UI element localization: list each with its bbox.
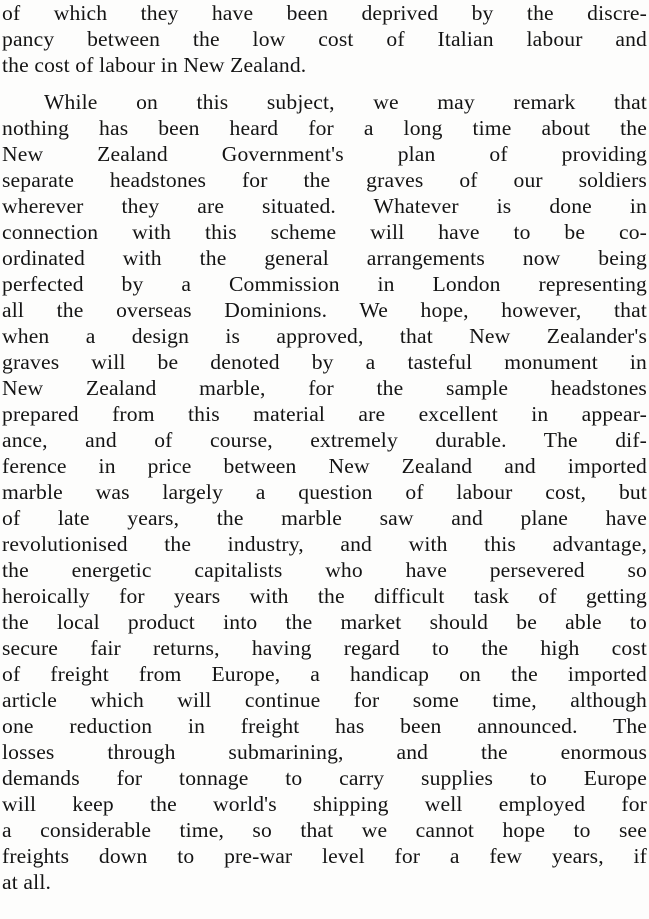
paragraph-2-line-17: of late years, the marble saw and plane have (2, 506, 647, 530)
paragraph-2-line-11: graves will be denoted by a tasteful monument in (2, 350, 647, 374)
paragraph-2-line-21: the local product into the market should be able to (2, 610, 647, 634)
paragraph-2-line-3: New Zealand Government's plan of providing (2, 142, 647, 166)
paragraph-2-line-20: heroically for years with the difficult task of getting (2, 584, 647, 608)
paragraph-1-line-3: the cost of labour in New Zealand. (2, 53, 307, 77)
paragraph-2-line-7: ordinated with the general arrangements now being (2, 246, 647, 270)
paragraph-2-line-8: perfected by a Commission in London representing (2, 272, 647, 296)
paragraph-2-line-5: wherever they are situated. Whatever is done in (2, 194, 647, 218)
paragraph-2-line-27: demands for tonnage to carry supplies to Europe (2, 766, 647, 790)
paragraph-2-line-29: a considerable time, so that we cannot hope to see (2, 818, 647, 842)
paragraph-2-line-30: freights down to pre-war level for a few years, if (2, 844, 647, 868)
paragraph-2-line-10: when a design is approved, that New Zealander's (2, 324, 647, 348)
paragraph-2-line-6: connection with this scheme will have to be co- (2, 220, 647, 244)
paragraph-2-line-24: article which will continue for some time, although (2, 688, 647, 712)
paragraph-2-line-18: revolutionised the industry, and with this advantage, (2, 532, 647, 556)
paragraph-2-line-19: the energetic capitalists who have persevered so (2, 558, 647, 582)
paragraph-2-line-25: one reduction in freight has been announced. The (2, 714, 647, 738)
paragraph-2-line-31: at all. (2, 870, 52, 894)
paragraph-2-line-16: marble was largely a question of labour cost, but (2, 480, 647, 504)
paragraph-2-line-2: nothing has been heard for a long time about the (2, 116, 647, 140)
paragraph-2-line-26: losses through submarining, and the enormous (2, 740, 647, 764)
paragraph-2-line-22: secure fair returns, having regard to the high cost (2, 636, 647, 660)
paragraph-2-line-14: ance, and of course, extremely durable. The dif- (2, 428, 647, 452)
paragraph-2-line-28: will keep the world's shipping well employed for (2, 792, 647, 816)
paragraph-2-line-15: ference in price between New Zealand and imported (2, 454, 647, 478)
paragraph-2-line-23: of freight from Europe, a handicap on the imported (2, 662, 647, 686)
paragraph-1-line-1: of which they have been deprived by the discre- (2, 1, 647, 25)
paragraph-1-line-2: pancy between the low cost of Italian labour and (2, 27, 647, 51)
paragraph-2-line-12: New Zealand marble, for the sample headstones (2, 376, 647, 400)
paragraph-2-line-9: all the overseas Dominions. We hope, however, that (2, 298, 647, 322)
paragraph-2-line-1: While on this subject, we may remark that (44, 90, 647, 114)
paragraph-2-line-13: prepared from this material are excellent in appear- (2, 402, 647, 426)
paragraph-2-line-4: separate headstones for the graves of our soldiers (2, 168, 647, 192)
